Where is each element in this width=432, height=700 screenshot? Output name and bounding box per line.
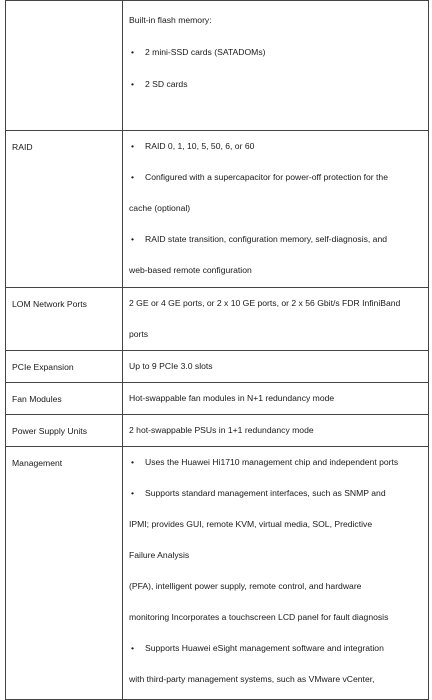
table-row xyxy=(6,415,429,447)
line-text: cache (optional) xyxy=(129,203,191,213)
table-row xyxy=(6,131,429,288)
line-text: 2 mini-SSD cards (SATADOMs) xyxy=(145,47,266,57)
spec-name: Power Supply Units xyxy=(12,426,87,436)
bullet-line xyxy=(123,478,428,509)
text-line xyxy=(123,664,428,695)
line-text: (PFA), intelligent power supply, remote control, and hardware xyxy=(129,581,362,591)
text-line xyxy=(123,540,428,571)
line-text: Failure Analysis xyxy=(129,550,190,560)
line-text: 2 SD cards xyxy=(145,79,188,89)
spec-name-cell xyxy=(6,351,123,383)
line-text: web-based remote configuration xyxy=(129,265,252,275)
text-line xyxy=(123,509,428,540)
spec-value-cell xyxy=(123,415,429,447)
text-line xyxy=(123,255,428,286)
table-row xyxy=(6,447,429,700)
table-row xyxy=(6,1,429,131)
spec-value-cell xyxy=(123,131,429,288)
text-line xyxy=(123,319,428,350)
line-text: ports xyxy=(129,329,149,339)
spec-name: Fan Modules xyxy=(12,394,62,404)
spec-name-cell xyxy=(6,383,123,415)
bullet-line xyxy=(123,162,428,193)
spec-name xyxy=(6,1,122,26)
text-line xyxy=(123,288,428,319)
spec-name: LOM Network Ports xyxy=(12,299,87,309)
line-text: Up to 9 PCIe 3.0 slots xyxy=(129,361,213,371)
spec-name-cell xyxy=(6,1,123,131)
text-line xyxy=(123,415,428,446)
bullet-line xyxy=(123,224,428,255)
spec-value-cell xyxy=(123,288,429,351)
text-line xyxy=(123,193,428,224)
line-text: RAID state transition, configuration memory, self-diagnosis, and xyxy=(145,234,388,244)
table-row xyxy=(6,288,429,351)
text-line xyxy=(123,602,428,633)
line-text: Supports Huawei eSight management software and integration xyxy=(145,643,384,653)
text-line xyxy=(123,383,428,414)
spec-value-cell xyxy=(123,1,429,131)
spec-value-cell xyxy=(123,447,429,700)
line-text: monitoring Incorporates a touchscreen LCD panel for fault diagnosis xyxy=(129,612,389,622)
bullet-line xyxy=(123,36,428,68)
line-text: IPMI; provides GUI, remote KVM, virtual media, SOL, Predictive xyxy=(129,519,373,529)
line-text: 2 GE or 4 GE ports, or 2 x 10 GE ports, or 2 x 56 Gbit/s FDR InfiniBand xyxy=(129,298,401,308)
text-line xyxy=(123,4,428,36)
line-text: with third-party management systems, such as VMware vCenter, xyxy=(129,674,375,684)
table-row xyxy=(6,383,429,415)
spec-name-cell xyxy=(6,131,123,288)
line-text: Built-in flash memory: xyxy=(129,15,212,25)
line-text: Configured with a supercapacitor for power-off protection for the xyxy=(145,172,388,182)
bullet-line xyxy=(123,633,428,664)
spec-name: RAID xyxy=(12,142,33,152)
line-text: Supports standard management interfaces, such as SNMP and xyxy=(145,488,386,498)
spec-table xyxy=(5,0,429,700)
spec-name-cell xyxy=(6,288,123,351)
spec-name-cell xyxy=(6,415,123,447)
text-line xyxy=(123,571,428,602)
spec-value-cell xyxy=(123,383,429,415)
spec-table-body xyxy=(6,1,429,700)
table-row xyxy=(6,351,429,383)
line-text: Hot-swappable fan modules in N+1 redundancy mode xyxy=(129,393,335,403)
spec-name: PCIe Expansion xyxy=(12,362,74,372)
bullet-line xyxy=(123,131,428,162)
line-text: RAID 0, 1, 10, 5, 50, 6, or 60 xyxy=(145,141,255,151)
line-text: Uses the Huawei Hi1710 management chip and independent ports xyxy=(145,457,399,467)
line-text: 2 hot-swappable PSUs in 1+1 redundancy mode xyxy=(129,425,314,435)
bullet-line xyxy=(123,68,428,100)
spec-name-cell xyxy=(6,447,123,700)
spec-name: Management xyxy=(12,458,63,468)
spec-value-cell xyxy=(123,351,429,383)
text-line xyxy=(123,351,428,382)
bullet-line xyxy=(123,447,428,478)
